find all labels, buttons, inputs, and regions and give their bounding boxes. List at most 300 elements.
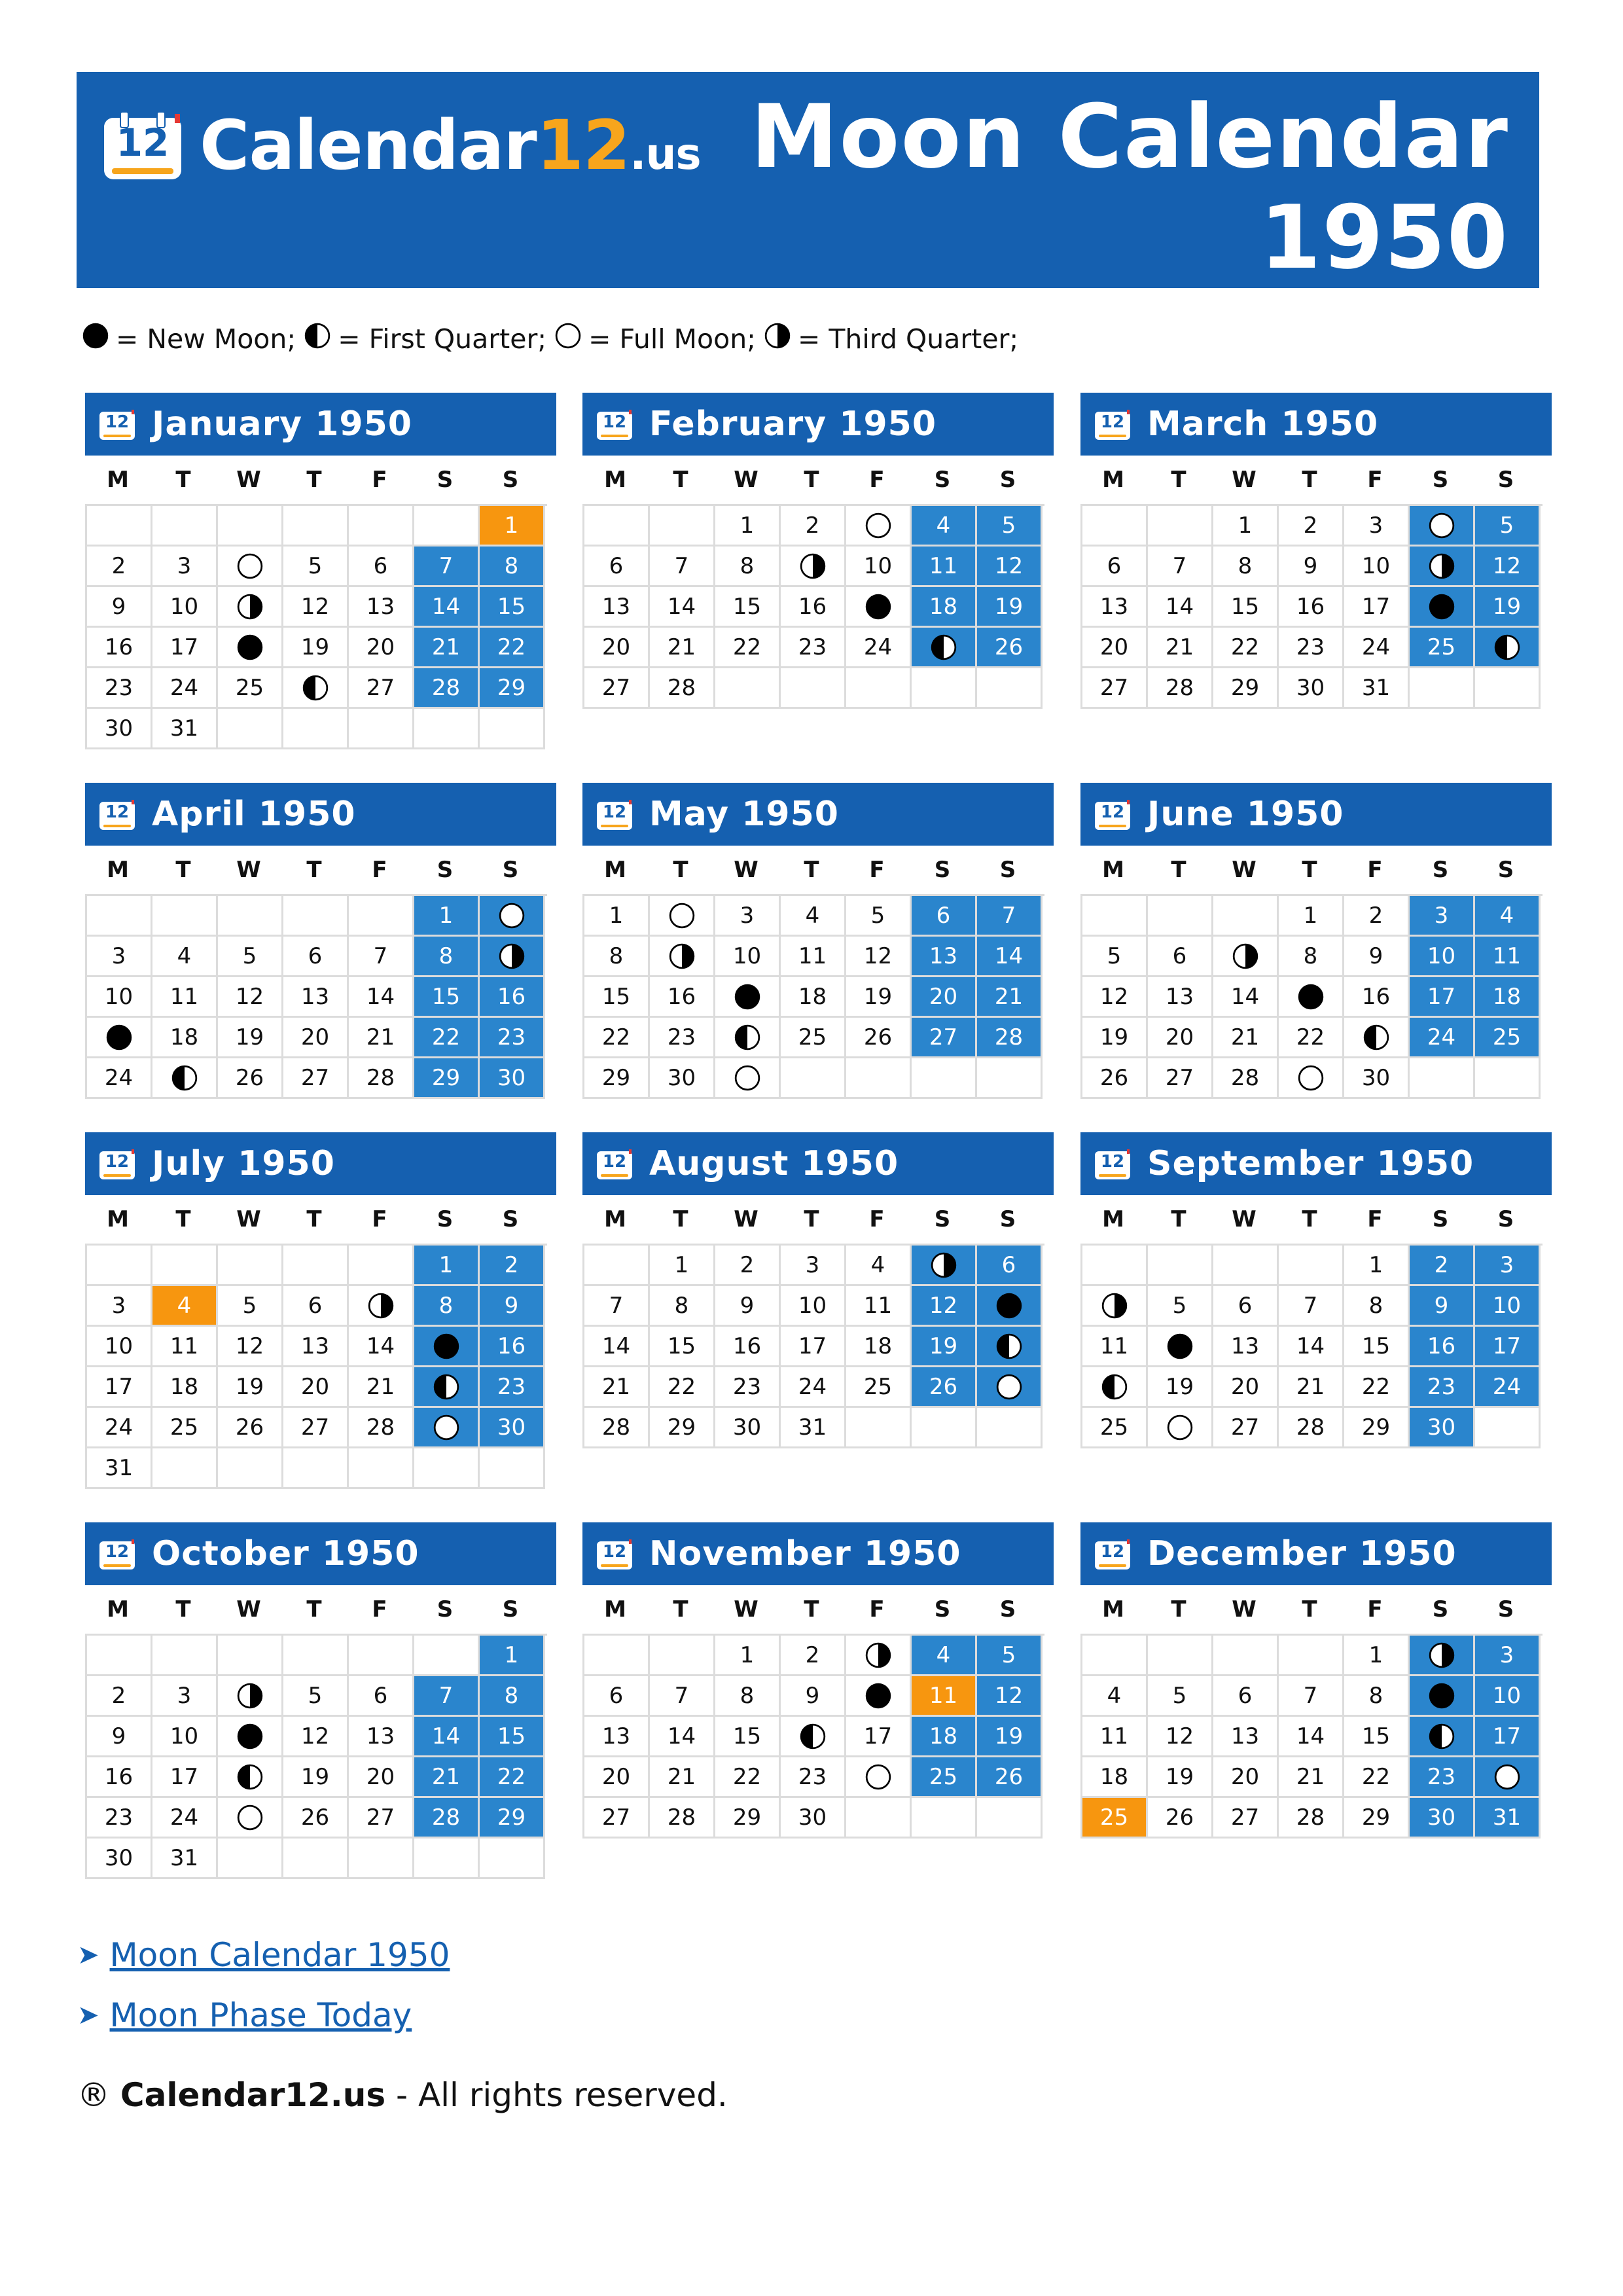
day-cell[interactable]: 5 <box>977 506 1043 547</box>
day-cell[interactable] <box>650 937 715 977</box>
day-cell[interactable]: 17 <box>152 1757 218 1798</box>
day-cell[interactable]: 5 <box>1148 1286 1213 1327</box>
day-cell[interactable]: 27 <box>584 1798 650 1839</box>
day-cell[interactable]: 30 <box>1279 668 1344 709</box>
day-cell[interactable]: 28 <box>349 1058 414 1099</box>
day-cell[interactable]: 10 <box>1475 1286 1541 1327</box>
day-cell[interactable]: 6 <box>584 547 650 587</box>
day-cell[interactable]: 8 <box>1344 1676 1410 1717</box>
day-cell[interactable]: 17 <box>1344 587 1410 628</box>
day-cell[interactable]: 3 <box>1344 506 1410 547</box>
day-cell[interactable]: 22 <box>650 1367 715 1408</box>
day-cell[interactable]: 25 <box>218 668 283 709</box>
day-cell[interactable]: 18 <box>912 587 977 628</box>
day-cell[interactable] <box>218 1757 283 1798</box>
day-cell[interactable]: 29 <box>715 1798 781 1839</box>
day-cell[interactable]: 31 <box>152 1839 218 1879</box>
day-cell[interactable]: 22 <box>1344 1757 1410 1798</box>
day-cell[interactable]: 6 <box>283 937 349 977</box>
day-cell[interactable]: 23 <box>781 1757 846 1798</box>
day-cell[interactable]: 7 <box>349 937 414 977</box>
day-cell[interactable] <box>480 937 545 977</box>
day-cell[interactable]: 15 <box>715 1717 781 1757</box>
day-cell[interactable]: 21 <box>977 977 1043 1018</box>
day-cell[interactable] <box>1082 1367 1148 1408</box>
day-cell[interactable]: 23 <box>480 1018 545 1058</box>
day-cell[interactable]: 15 <box>1344 1717 1410 1757</box>
day-cell[interactable]: 30 <box>87 709 152 749</box>
day-cell[interactable] <box>1410 1717 1475 1757</box>
day-cell[interactable]: 18 <box>1082 1757 1148 1798</box>
day-cell[interactable]: 8 <box>1213 547 1279 587</box>
day-cell[interactable]: 19 <box>1148 1367 1213 1408</box>
day-cell[interactable]: 2 <box>480 1246 545 1286</box>
day-cell[interactable]: 22 <box>1213 628 1279 668</box>
day-cell[interactable] <box>977 1327 1043 1367</box>
day-cell[interactable]: 4 <box>846 1246 912 1286</box>
day-cell[interactable]: 6 <box>349 1676 414 1717</box>
day-cell[interactable]: 2 <box>87 547 152 587</box>
day-cell[interactable] <box>781 1717 846 1757</box>
day-cell[interactable] <box>977 1286 1043 1327</box>
day-cell[interactable]: 4 <box>781 896 846 937</box>
day-cell[interactable]: 20 <box>1213 1757 1279 1798</box>
day-cell[interactable] <box>218 1676 283 1717</box>
day-cell[interactable]: 13 <box>283 1327 349 1367</box>
day-cell[interactable]: 7 <box>650 547 715 587</box>
day-cell[interactable]: 10 <box>1475 1676 1541 1717</box>
day-cell[interactable]: 19 <box>283 1757 349 1798</box>
day-cell[interactable]: 2 <box>1279 506 1344 547</box>
day-cell[interactable] <box>1344 1018 1410 1058</box>
day-cell[interactable]: 5 <box>1475 506 1541 547</box>
month-header[interactable] <box>1080 1132 1552 1195</box>
day-cell[interactable]: 27 <box>912 1018 977 1058</box>
month-header[interactable] <box>582 1132 1054 1195</box>
day-cell[interactable]: 18 <box>152 1367 218 1408</box>
month-header[interactable] <box>1080 393 1552 456</box>
day-cell[interactable]: 16 <box>1410 1327 1475 1367</box>
day-cell[interactable]: 19 <box>218 1367 283 1408</box>
day-cell[interactable]: 14 <box>1279 1327 1344 1367</box>
day-cell[interactable]: 1 <box>650 1246 715 1286</box>
day-cell[interactable]: 3 <box>1475 1636 1541 1676</box>
day-cell[interactable]: 8 <box>650 1286 715 1327</box>
day-cell[interactable]: 28 <box>1279 1408 1344 1448</box>
day-cell[interactable] <box>218 1717 283 1757</box>
day-cell[interactable]: 24 <box>1475 1367 1541 1408</box>
day-cell[interactable]: 21 <box>349 1367 414 1408</box>
site-logo[interactable] <box>104 106 701 185</box>
day-cell[interactable]: 20 <box>584 628 650 668</box>
day-cell[interactable]: 13 <box>1148 977 1213 1018</box>
day-cell[interactable]: 6 <box>283 1286 349 1327</box>
day-cell[interactable]: 1 <box>414 896 480 937</box>
day-cell[interactable]: 5 <box>283 547 349 587</box>
day-cell[interactable]: 18 <box>152 1018 218 1058</box>
day-cell[interactable]: 6 <box>1213 1676 1279 1717</box>
day-cell[interactable]: 16 <box>480 977 545 1018</box>
day-cell[interactable]: 13 <box>584 587 650 628</box>
day-cell[interactable]: 30 <box>1344 1058 1410 1099</box>
day-cell[interactable]: 6 <box>977 1246 1043 1286</box>
day-cell[interactable]: 19 <box>846 977 912 1018</box>
day-cell[interactable]: 16 <box>781 587 846 628</box>
day-cell[interactable]: 13 <box>912 937 977 977</box>
day-cell[interactable]: 21 <box>1148 628 1213 668</box>
day-cell[interactable] <box>846 1676 912 1717</box>
day-cell[interactable]: 14 <box>977 937 1043 977</box>
day-cell[interactable]: 16 <box>87 1757 152 1798</box>
day-cell[interactable]: 6 <box>584 1676 650 1717</box>
day-cell[interactable]: 12 <box>977 547 1043 587</box>
day-cell[interactable]: 27 <box>584 668 650 709</box>
day-cell[interactable]: 12 <box>218 1327 283 1367</box>
day-cell[interactable]: 28 <box>650 1798 715 1839</box>
day-cell[interactable]: 20 <box>283 1367 349 1408</box>
day-cell[interactable] <box>715 1018 781 1058</box>
day-cell[interactable]: 2 <box>715 1246 781 1286</box>
day-cell[interactable] <box>846 587 912 628</box>
day-cell[interactable]: 14 <box>650 587 715 628</box>
day-cell[interactable]: 30 <box>715 1408 781 1448</box>
day-cell[interactable]: 29 <box>480 1798 545 1839</box>
month-header[interactable] <box>582 1522 1054 1585</box>
month-header[interactable] <box>582 783 1054 846</box>
day-cell[interactable]: 15 <box>650 1327 715 1367</box>
day-cell[interactable]: 19 <box>283 628 349 668</box>
day-cell[interactable]: 25 <box>1475 1018 1541 1058</box>
day-cell[interactable] <box>1148 1408 1213 1448</box>
day-cell[interactable]: 8 <box>480 547 545 587</box>
day-cell[interactable]: 6 <box>912 896 977 937</box>
day-cell[interactable]: 11 <box>1475 937 1541 977</box>
day-cell[interactable]: 29 <box>650 1408 715 1448</box>
day-cell[interactable]: 25 <box>1410 628 1475 668</box>
day-cell[interactable]: 8 <box>584 937 650 977</box>
day-cell[interactable]: 1 <box>1344 1246 1410 1286</box>
day-cell[interactable]: 30 <box>480 1408 545 1448</box>
day-cell[interactable] <box>715 977 781 1018</box>
day-cell[interactable]: 20 <box>1082 628 1148 668</box>
day-cell[interactable]: 23 <box>1279 628 1344 668</box>
day-cell[interactable]: 21 <box>584 1367 650 1408</box>
day-cell[interactable]: 6 <box>1082 547 1148 587</box>
day-cell[interactable]: 21 <box>1213 1018 1279 1058</box>
day-cell[interactable]: 7 <box>414 547 480 587</box>
day-cell[interactable]: 4 <box>1082 1676 1148 1717</box>
day-cell[interactable] <box>1475 628 1541 668</box>
day-cell[interactable]: 8 <box>715 1676 781 1717</box>
day-cell[interactable]: 26 <box>977 628 1043 668</box>
day-cell[interactable]: 9 <box>1410 1286 1475 1327</box>
day-cell[interactable]: 25 <box>912 1757 977 1798</box>
day-cell[interactable]: 6 <box>1148 937 1213 977</box>
day-cell[interactable]: 20 <box>349 628 414 668</box>
day-cell[interactable]: 12 <box>912 1286 977 1327</box>
day-cell[interactable]: 19 <box>977 1717 1043 1757</box>
day-cell[interactable]: 21 <box>1279 1367 1344 1408</box>
day-cell[interactable]: 27 <box>1213 1798 1279 1839</box>
day-cell[interactable]: 7 <box>414 1676 480 1717</box>
day-cell[interactable]: 3 <box>87 937 152 977</box>
day-cell[interactable]: 27 <box>349 668 414 709</box>
day-cell[interactable]: 13 <box>349 587 414 628</box>
day-cell[interactable]: 22 <box>715 628 781 668</box>
day-cell[interactable]: 2 <box>781 1636 846 1676</box>
day-cell[interactable]: 11 <box>1082 1717 1148 1757</box>
day-cell[interactable]: 13 <box>1213 1717 1279 1757</box>
day-cell[interactable]: 10 <box>1410 937 1475 977</box>
day-cell[interactable] <box>1410 587 1475 628</box>
day-cell[interactable]: 1 <box>584 896 650 937</box>
day-cell[interactable]: 9 <box>87 587 152 628</box>
day-cell[interactable]: 25 <box>781 1018 846 1058</box>
day-cell[interactable]: 31 <box>1344 668 1410 709</box>
day-cell[interactable]: 30 <box>480 1058 545 1099</box>
day-cell[interactable]: 19 <box>1148 1757 1213 1798</box>
day-cell[interactable]: 12 <box>283 1717 349 1757</box>
day-cell[interactable]: 5 <box>846 896 912 937</box>
month-header[interactable] <box>1080 1522 1552 1585</box>
day-cell[interactable]: 26 <box>977 1757 1043 1798</box>
day-cell[interactable]: 23 <box>87 668 152 709</box>
day-cell[interactable]: 27 <box>1082 668 1148 709</box>
day-cell[interactable]: 7 <box>1148 547 1213 587</box>
day-cell[interactable] <box>846 1757 912 1798</box>
day-cell[interactable]: 26 <box>218 1058 283 1099</box>
day-cell[interactable]: 17 <box>1475 1327 1541 1367</box>
day-cell[interactable]: 14 <box>650 1717 715 1757</box>
day-cell[interactable] <box>912 1246 977 1286</box>
day-cell[interactable]: 17 <box>781 1327 846 1367</box>
day-cell[interactable]: 5 <box>977 1636 1043 1676</box>
day-cell[interactable] <box>414 1327 480 1367</box>
day-cell[interactable]: 1 <box>414 1246 480 1286</box>
day-cell[interactable]: 10 <box>87 977 152 1018</box>
day-cell[interactable]: 24 <box>87 1408 152 1448</box>
month-header[interactable] <box>85 783 556 846</box>
day-cell[interactable]: 5 <box>283 1676 349 1717</box>
day-cell[interactable] <box>1410 1676 1475 1717</box>
day-cell[interactable]: 11 <box>912 1676 977 1717</box>
day-cell[interactable] <box>1279 977 1344 1018</box>
day-cell[interactable]: 30 <box>781 1798 846 1839</box>
day-cell[interactable]: 11 <box>1082 1327 1148 1367</box>
day-cell[interactable]: 17 <box>846 1717 912 1757</box>
day-cell[interactable]: 14 <box>414 1717 480 1757</box>
day-cell[interactable]: 9 <box>1344 937 1410 977</box>
day-cell[interactable]: 25 <box>1082 1798 1148 1839</box>
month-header[interactable] <box>85 393 556 456</box>
day-cell[interactable] <box>1213 937 1279 977</box>
day-cell[interactable]: 13 <box>1213 1327 1279 1367</box>
day-cell[interactable]: 27 <box>283 1058 349 1099</box>
day-cell[interactable]: 17 <box>1475 1717 1541 1757</box>
day-cell[interactable]: 27 <box>1213 1408 1279 1448</box>
day-cell[interactable]: 1 <box>1213 506 1279 547</box>
day-cell[interactable]: 14 <box>1148 587 1213 628</box>
day-cell[interactable]: 28 <box>1279 1798 1344 1839</box>
day-cell[interactable]: 5 <box>1148 1676 1213 1717</box>
day-cell[interactable]: 22 <box>584 1018 650 1058</box>
day-cell[interactable]: 12 <box>1082 977 1148 1018</box>
day-cell[interactable]: 31 <box>87 1448 152 1489</box>
day-cell[interactable]: 22 <box>715 1757 781 1798</box>
day-cell[interactable] <box>846 1636 912 1676</box>
day-cell[interactable]: 2 <box>1410 1246 1475 1286</box>
day-cell[interactable]: 4 <box>152 937 218 977</box>
day-cell[interactable]: 24 <box>1344 628 1410 668</box>
day-cell[interactable]: 28 <box>1213 1058 1279 1099</box>
day-cell[interactable]: 30 <box>1410 1798 1475 1839</box>
day-cell[interactable]: 9 <box>715 1286 781 1327</box>
day-cell[interactable]: 28 <box>584 1408 650 1448</box>
day-cell[interactable]: 18 <box>1475 977 1541 1018</box>
day-cell[interactable] <box>218 547 283 587</box>
day-cell[interactable]: 21 <box>650 628 715 668</box>
day-cell[interactable]: 3 <box>87 1286 152 1327</box>
day-cell[interactable] <box>152 1058 218 1099</box>
day-cell[interactable]: 12 <box>846 937 912 977</box>
day-cell[interactable]: 11 <box>846 1286 912 1327</box>
day-cell[interactable]: 28 <box>349 1408 414 1448</box>
day-cell[interactable]: 4 <box>1475 896 1541 937</box>
day-cell[interactable]: 18 <box>781 977 846 1018</box>
day-cell[interactable]: 26 <box>1148 1798 1213 1839</box>
day-cell[interactable]: 3 <box>1410 896 1475 937</box>
day-cell[interactable] <box>218 587 283 628</box>
day-cell[interactable]: 29 <box>1344 1798 1410 1839</box>
day-cell[interactable]: 20 <box>912 977 977 1018</box>
day-cell[interactable] <box>218 1798 283 1839</box>
day-cell[interactable] <box>1410 547 1475 587</box>
day-cell[interactable]: 22 <box>1344 1367 1410 1408</box>
day-cell[interactable]: 14 <box>584 1327 650 1367</box>
day-cell[interactable] <box>283 668 349 709</box>
day-cell[interactable]: 6 <box>1213 1286 1279 1327</box>
day-cell[interactable]: 24 <box>846 628 912 668</box>
day-cell[interactable]: 23 <box>781 628 846 668</box>
day-cell[interactable]: 28 <box>414 668 480 709</box>
day-cell[interactable]: 19 <box>218 1018 283 1058</box>
day-cell[interactable]: 21 <box>650 1757 715 1798</box>
day-cell[interactable]: 23 <box>1410 1757 1475 1798</box>
day-cell[interactable]: 23 <box>87 1798 152 1839</box>
day-cell[interactable]: 20 <box>1148 1018 1213 1058</box>
day-cell[interactable] <box>977 1367 1043 1408</box>
day-cell[interactable]: 29 <box>1344 1408 1410 1448</box>
day-cell[interactable]: 10 <box>846 547 912 587</box>
day-cell[interactable]: 16 <box>1279 587 1344 628</box>
moon-phase-today-link[interactable]: Moon Phase Today <box>109 1996 412 2034</box>
day-cell[interactable]: 12 <box>1148 1717 1213 1757</box>
day-cell[interactable]: 19 <box>912 1327 977 1367</box>
day-cell[interactable]: 11 <box>912 547 977 587</box>
day-cell[interactable] <box>846 506 912 547</box>
day-cell[interactable]: 23 <box>1410 1367 1475 1408</box>
day-cell[interactable]: 14 <box>1279 1717 1344 1757</box>
day-cell[interactable]: 19 <box>1082 1018 1148 1058</box>
day-cell[interactable]: 10 <box>152 1717 218 1757</box>
day-cell[interactable]: 7 <box>584 1286 650 1327</box>
day-cell[interactable]: 31 <box>152 709 218 749</box>
day-cell[interactable]: 26 <box>912 1367 977 1408</box>
day-cell[interactable]: 15 <box>1344 1327 1410 1367</box>
day-cell[interactable]: 21 <box>349 1018 414 1058</box>
day-cell[interactable] <box>218 628 283 668</box>
day-cell[interactable]: 31 <box>1475 1798 1541 1839</box>
day-cell[interactable]: 25 <box>152 1408 218 1448</box>
day-cell[interactable]: 24 <box>781 1367 846 1408</box>
day-cell[interactable]: 10 <box>87 1327 152 1367</box>
day-cell[interactable]: 22 <box>480 628 545 668</box>
day-cell[interactable]: 8 <box>1344 1286 1410 1327</box>
day-cell[interactable]: 28 <box>1148 668 1213 709</box>
day-cell[interactable]: 30 <box>1410 1408 1475 1448</box>
day-cell[interactable]: 18 <box>846 1327 912 1367</box>
day-cell[interactable]: 29 <box>414 1058 480 1099</box>
day-cell[interactable] <box>715 1058 781 1099</box>
day-cell[interactable]: 20 <box>349 1757 414 1798</box>
day-cell[interactable]: 18 <box>912 1717 977 1757</box>
day-cell[interactable]: 29 <box>584 1058 650 1099</box>
day-cell[interactable]: 14 <box>349 1327 414 1367</box>
day-cell[interactable]: 21 <box>1279 1757 1344 1798</box>
day-cell[interactable]: 25 <box>1082 1408 1148 1448</box>
day-cell[interactable]: 2 <box>781 506 846 547</box>
day-cell[interactable]: 10 <box>1344 547 1410 587</box>
day-cell[interactable]: 24 <box>152 1798 218 1839</box>
day-cell[interactable]: 28 <box>650 668 715 709</box>
day-cell[interactable]: 26 <box>846 1018 912 1058</box>
day-cell[interactable]: 1 <box>480 1636 545 1676</box>
day-cell[interactable]: 24 <box>152 668 218 709</box>
day-cell[interactable]: 1 <box>1344 1636 1410 1676</box>
day-cell[interactable]: 26 <box>283 1798 349 1839</box>
day-cell[interactable]: 1 <box>480 506 545 547</box>
day-cell[interactable]: 6 <box>349 547 414 587</box>
day-cell[interactable] <box>1279 1058 1344 1099</box>
day-cell[interactable] <box>1475 1757 1541 1798</box>
day-cell[interactable]: 16 <box>650 977 715 1018</box>
day-cell[interactable]: 13 <box>584 1717 650 1757</box>
day-cell[interactable]: 20 <box>584 1757 650 1798</box>
day-cell[interactable]: 26 <box>1082 1058 1148 1099</box>
day-cell[interactable]: 12 <box>1475 547 1541 587</box>
day-cell[interactable]: 22 <box>414 1018 480 1058</box>
day-cell[interactable]: 20 <box>1213 1367 1279 1408</box>
day-cell[interactable]: 22 <box>1279 1018 1344 1058</box>
day-cell[interactable]: 28 <box>977 1018 1043 1058</box>
day-cell[interactable]: 23 <box>650 1018 715 1058</box>
day-cell[interactable]: 17 <box>1410 977 1475 1018</box>
day-cell[interactable]: 21 <box>414 1757 480 1798</box>
day-cell[interactable]: 24 <box>87 1058 152 1099</box>
day-cell[interactable]: 28 <box>414 1798 480 1839</box>
day-cell[interactable]: 14 <box>349 977 414 1018</box>
day-cell[interactable]: 15 <box>480 587 545 628</box>
day-cell[interactable]: 4 <box>152 1286 218 1327</box>
day-cell[interactable]: 13 <box>283 977 349 1018</box>
day-cell[interactable]: 9 <box>781 1676 846 1717</box>
day-cell[interactable]: 3 <box>152 1676 218 1717</box>
day-cell[interactable]: 3 <box>152 547 218 587</box>
day-cell[interactable]: 15 <box>715 587 781 628</box>
day-cell[interactable] <box>480 896 545 937</box>
day-cell[interactable] <box>1410 1636 1475 1676</box>
day-cell[interactable]: 10 <box>715 937 781 977</box>
